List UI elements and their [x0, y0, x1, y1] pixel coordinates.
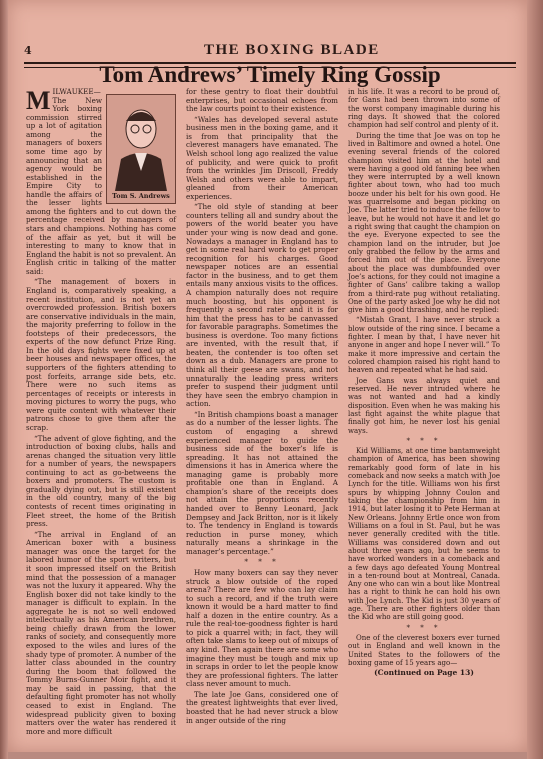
- section-divider: * * *: [244, 557, 280, 567]
- paragraph: “Mistah Grant, I have never struck a blow outside of the ring since. I became a fighter. I mean by that, I have never hit anyone in anger and hope I never will.” To make it more impressive and certain the colored champion raised his right hand to heaven and repeated what he had said.: [348, 316, 500, 375]
- masthead: THE BOXING BLADE: [204, 42, 380, 58]
- paragraph: The late Joe Gans, considered one of the greatest lightweights that ever lived, boasted that he had never struck a blow in anger outside of the ring: [186, 689, 338, 725]
- section-divider: * * *: [406, 436, 442, 445]
- paragraph: Joe Gans was always quiet and reserved. He never intruded where he was not wanted and had a kindly disposition. Even when he was making his last fight against the white plague that finally got him, he never lost his genial ways.: [348, 376, 500, 435]
- page-header: [24, 44, 514, 64]
- adjacent-page-edge: [527, 0, 543, 759]
- paragraph: ILWAUKEE—The New York boxing commission stirred up a lot of agitation among the managers of boxers some time ago by announcing that an agency would be established in the Empire City to handle the affairs of the lesser lights among the fighters and to cut down the percentage received by managers of stars and champions. Nothing has come of the affair as yet, but it will be interesting to many to know that in England the habit is not so prevalent. An English critic in talking of the matter said:: [26, 87, 176, 276]
- paragraph: “In British champions boast a manager as do a number of the lesser lights. The custom of engaging a shrewd experienced manager to guide the business side of the boxer’s life is spreading. It has not attained the dimensions it has in America where the managing game is probably more profitable one than in England. A champion’s share of the receipts does not attain the proportions recently handed over to Benny Leonard, Jack Dempsey and Jack Britton, nor is it likely to. The tendency in England is towards reduction in purse money, which naturally means a shrinkage in the manager’s percentage.”: [186, 409, 338, 556]
- paragraph: for these gentry to float their doubtful enterprises, but occasional echoes from the law courts point to their existence.: [186, 87, 338, 114]
- page-number: 4: [24, 44, 32, 57]
- portrait-caption: Tom S. Andrews: [112, 192, 170, 201]
- paragraph: How many boxers can say they never struck a blow outside of the roped arena? There are few who can lay claim to such a record, and if the truth were known it would be a hard matter to find half a dozen in the entire country. As a rule the real-toe-goodness fighter is hard to pick a quarrel with; in fact, they will often take slams to keep out of mixups of any kind. Then again there are some who imagine they must be tough and mix up in scraps in order to let the people know they are professional fighters. The latter class never amount to much.: [186, 567, 338, 689]
- binding-edge-left: [0, 0, 8, 759]
- column-2: [186, 88, 338, 727]
- paragraph: “The old style of standing at beer counters telling all and sundry about the powers of the world beater you have under your wing is now dead and gone. Nowadays a manager in England has to get in some real hard work to get proper recognition for his charges. Good newspaper notices are an essential factor in the business, and to get them entails many anxious visits to the offices. A champion naturally does not require much boosting, but his opponent is frequently a second rater and it is for him that the press has to be canvassed for favorable paragraphs. Sometimes the business is overdone. Too many fictions are invented, with the result that, if beaten, the contender is too often set down as a dub. Managers are prone to think all their geese are swans, and not unnaturally the leading press writers prefer to suspend their judgment until they have seen the embryo champion in action.: [186, 202, 338, 409]
- author-portrait: [106, 94, 176, 204]
- paragraph: During the time that Joe was on top he lived in Baltimore and owned a hotel. One evening several friends of the colored champion visited him at the hotel and were having a good old fanning bee when they were interrupted by a well known fighter about town, who had too much booze under his belt for his own good. He was quarrelsome and began picking on Joe. The latter tried to induce the fellow to leave, but he would not have it and let go a right swing that caught the champion on the eye. Everyone expected to see the champion land on the intruder, but Joe only grabbed the fellow by the arms and forced him out of the place. Everyone about the place was dumbfounded over Joe’s actions, for they could not imagine a fighter of Gans’ calibre taking a wallop from a third-rate pug without retaliating. One of the party asked Joe why he did not give him a good thrashing, and he replied:: [348, 131, 500, 315]
- column-1: [26, 88, 176, 738]
- paragraph: “The arrival in England of an American boxer with a business manager was once the target for the labored humor of the sport writers, but it soon impressed itself on the British mind that the possession of a manager was not the luxury it appeared. Why the English boxer did not take kindly to the manager is difficult to explain. In the aggregate he is not so well endowed intellectually as his American brethren, being chiefly drawn from the lower ranks of society, and consequently more exposed to the wiles and lures of the shady type of promoter. A number of the latter class abounded in the country during the boom that followed the Tommy Burns-Gunner Moir fight, and it may be said in passing, that the defaulting fight promoter has not wholly ceased to exist in England. The widespread publicity given to boxing matters over the water has rendered it more and more difficult: [26, 529, 176, 736]
- paragraph: “The management of boxers in England is, comparatively speaking, a recent institution, and is not yet an overcrowded profession. British boxers are conservative individuals in the main, the majority preferring to follow in the footsteps of their predecessors, the experts of the now defunct Prize Ring. In the old days fights were fixed up at beer houses and newspaper offices, the supporters of the fighters attending to post forfeits, arrange side bets, etc. There were no such items as percentages of receipts or interests in moving pictures to worry the pugs, who were quite content with whatever their patrons chose to give them after the scrap.: [26, 277, 176, 432]
- column-3: [348, 88, 500, 678]
- article-title: Tom Andrews’ Timely Ring Gossip: [99, 62, 441, 87]
- drop-cap: M: [26, 86, 51, 115]
- paragraph: One of the cleverest boxers ever turned out in England and well known in the United States to the followers of the boxing game of 15 years ago—: [348, 634, 500, 667]
- paragraph: “The advent of glove fighting, and the introduction of boxing clubs, halls and arenas changed the situation very little for a number of years, the newspapers continuing to act as go-betweens the boxers and promoters. The custom is gradually dying out, but is still existent in the old country, many of the big contests of recent times originating in Fleet street, the home of the British press.: [26, 433, 176, 529]
- section-divider: * * *: [406, 623, 442, 632]
- paragraph: in his life. It was a record to be proud of, for Gans had been thrown into some of the worst company imaginable during his ring days. It showed that the colored champion had self control and plenty of it.: [348, 88, 500, 130]
- paragraph: “Wales has developed several astute business men in the boxing game, and it is from that principality that the cleverest managers have emanated. The Welsh school long ago realized the value of publicity, and were quick to profit from the wrinkles Jim Driscoll, Freddy Welsh and others were able to impart, gleaned from their American experiences.: [186, 114, 338, 201]
- portrait-icon: [107, 95, 175, 191]
- paragraph: Kid Williams, at one time bantamweight champion of America, has been showing remarkably good form of late in his comeback and now seeks a match with Joe Lynch for the title. Williams won his first spurs by whipping Johnny Coulon and taking the championship from him in 1914, but later losing it to Pete Herman at New Orleans. Johnny Ertle once won from Williams on a foul in St. Paul, but he was never generally credited with the title. Williams was considered down and out about three years ago, but he seems to have worked wonders in a comeback and a few days ago defeated Young Montreal in a ten-round bout at Montreal, Canada. Any one who can win a bout like Montreal has a right to think he can hold his own with Joe Lynch. The Kid is just 30 years of age. There are other fighters older than the Kid who are still going good.: [348, 447, 500, 622]
- continued-notice: (Continued on Page 13): [374, 668, 474, 678]
